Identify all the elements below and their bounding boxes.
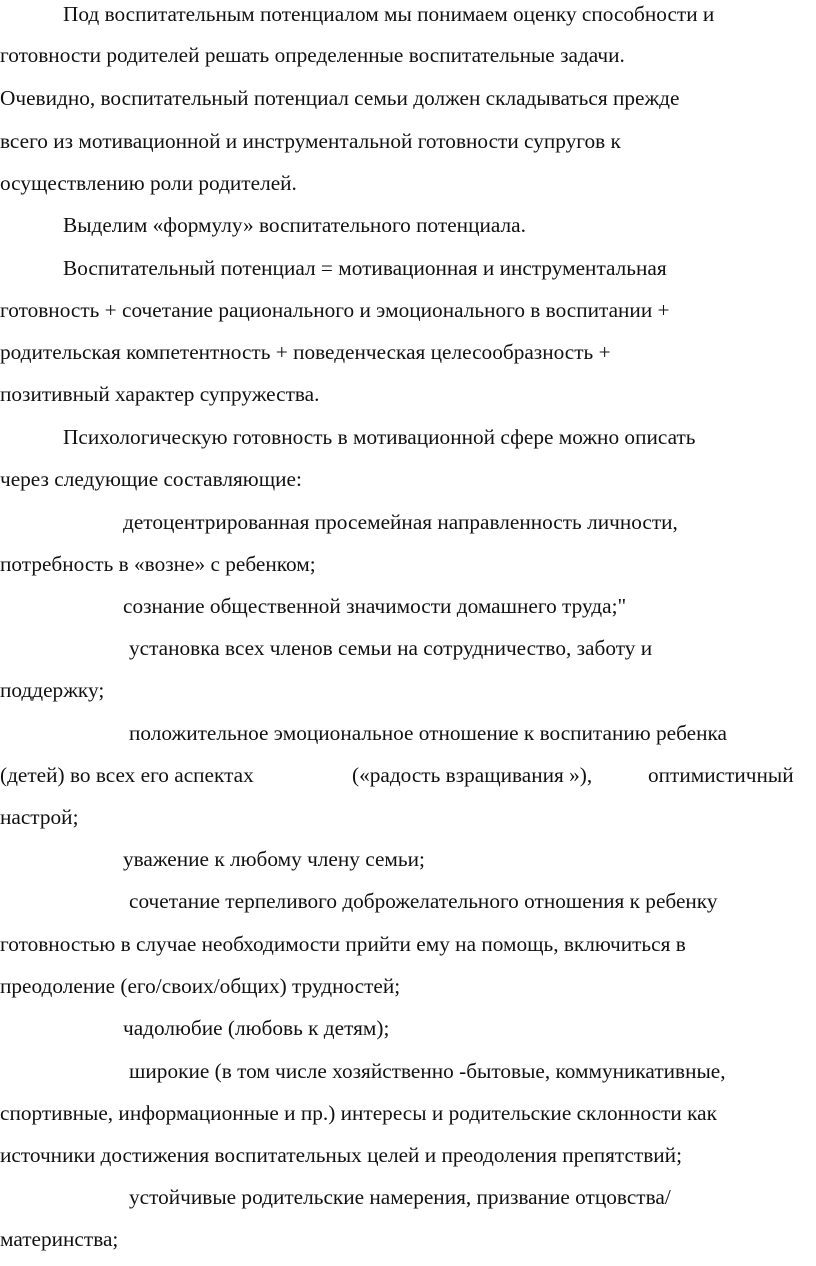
list-item-line: положительное эмоциональное отношение к воспитанию ребенка bbox=[129, 721, 727, 745]
paragraph-line: Выделим «формулу» воспитательного потенциала. bbox=[63, 213, 526, 237]
list-item-line: («радость взращивания »), bbox=[352, 763, 593, 787]
paragraph-line: готовность + сочетание рационального и эмоционального в воспитании + bbox=[0, 298, 670, 322]
list-item-line: настрой; bbox=[0, 805, 79, 829]
paragraph-line: Воспитательный потенциал = мотивационная и инструментальная bbox=[63, 256, 667, 280]
list-item-line: потребность в «возне» с ребенком; bbox=[0, 552, 316, 576]
paragraph-line: готовности родителей решать определенные воспитательные задачи. bbox=[0, 43, 625, 67]
list-item-line: установка всех членов семьи на сотрудничество, заботу и bbox=[129, 636, 653, 660]
list-item-line: материнства; bbox=[0, 1227, 119, 1251]
paragraph-line: всего из мотивационной и инструментальной готовности супругов к bbox=[0, 129, 621, 153]
paragraph-line: родительская компетентность + поведенческая целесообразность + bbox=[0, 340, 611, 364]
paragraph-line: Психологическую готовность в мотивационной сфере можно описать bbox=[63, 425, 696, 449]
list-item-line: чадолюбие (любовь к детям); bbox=[123, 1016, 390, 1040]
list-item-line: устойчивые родительские намерения, призвание отцовства/ bbox=[129, 1185, 671, 1209]
paragraph-line: Под воспитательным потенциалом мы понимаем оценку способности и bbox=[63, 2, 715, 26]
list-item-line: уважение к любому члену семьи; bbox=[123, 847, 425, 871]
list-item-line: поддержку; bbox=[0, 678, 105, 702]
paragraph-line: осуществлению роли родителей. bbox=[0, 171, 297, 195]
list-item-line: детоцентрированная просемейная направленность личности, bbox=[123, 510, 678, 534]
list-item-line: спортивные, информационные и пр.) интересы и родительские склонности как bbox=[0, 1101, 717, 1125]
paragraph-line: Очевидно, воспитательный потенциал семьи должен складываться прежде bbox=[0, 86, 680, 110]
list-item-line: оптимистичный bbox=[648, 763, 794, 787]
list-item-line: сознание общественной значимости домашнего труда;" bbox=[123, 594, 627, 618]
list-item-line: готовностью в случае необходимости прийти ему на помощь, включиться в bbox=[0, 932, 686, 956]
paragraph-line: позитивный характер супружества. bbox=[0, 382, 320, 406]
paragraph-line: через следующие составляющие: bbox=[0, 467, 302, 491]
list-item-line: источники достижения воспитательных целей и преодоления препятствий; bbox=[0, 1143, 682, 1167]
list-item-line: преодоление (его/своих/общих) трудностей; bbox=[0, 974, 401, 998]
list-item-line: (детей) во всех его аспектах bbox=[0, 763, 254, 787]
list-item-line: сочетание терпеливого доброжелательного отношения к ребенку bbox=[129, 889, 718, 913]
list-item-line: широкие (в том числе хозяйственно -бытовые, коммуникативные, bbox=[129, 1059, 726, 1083]
